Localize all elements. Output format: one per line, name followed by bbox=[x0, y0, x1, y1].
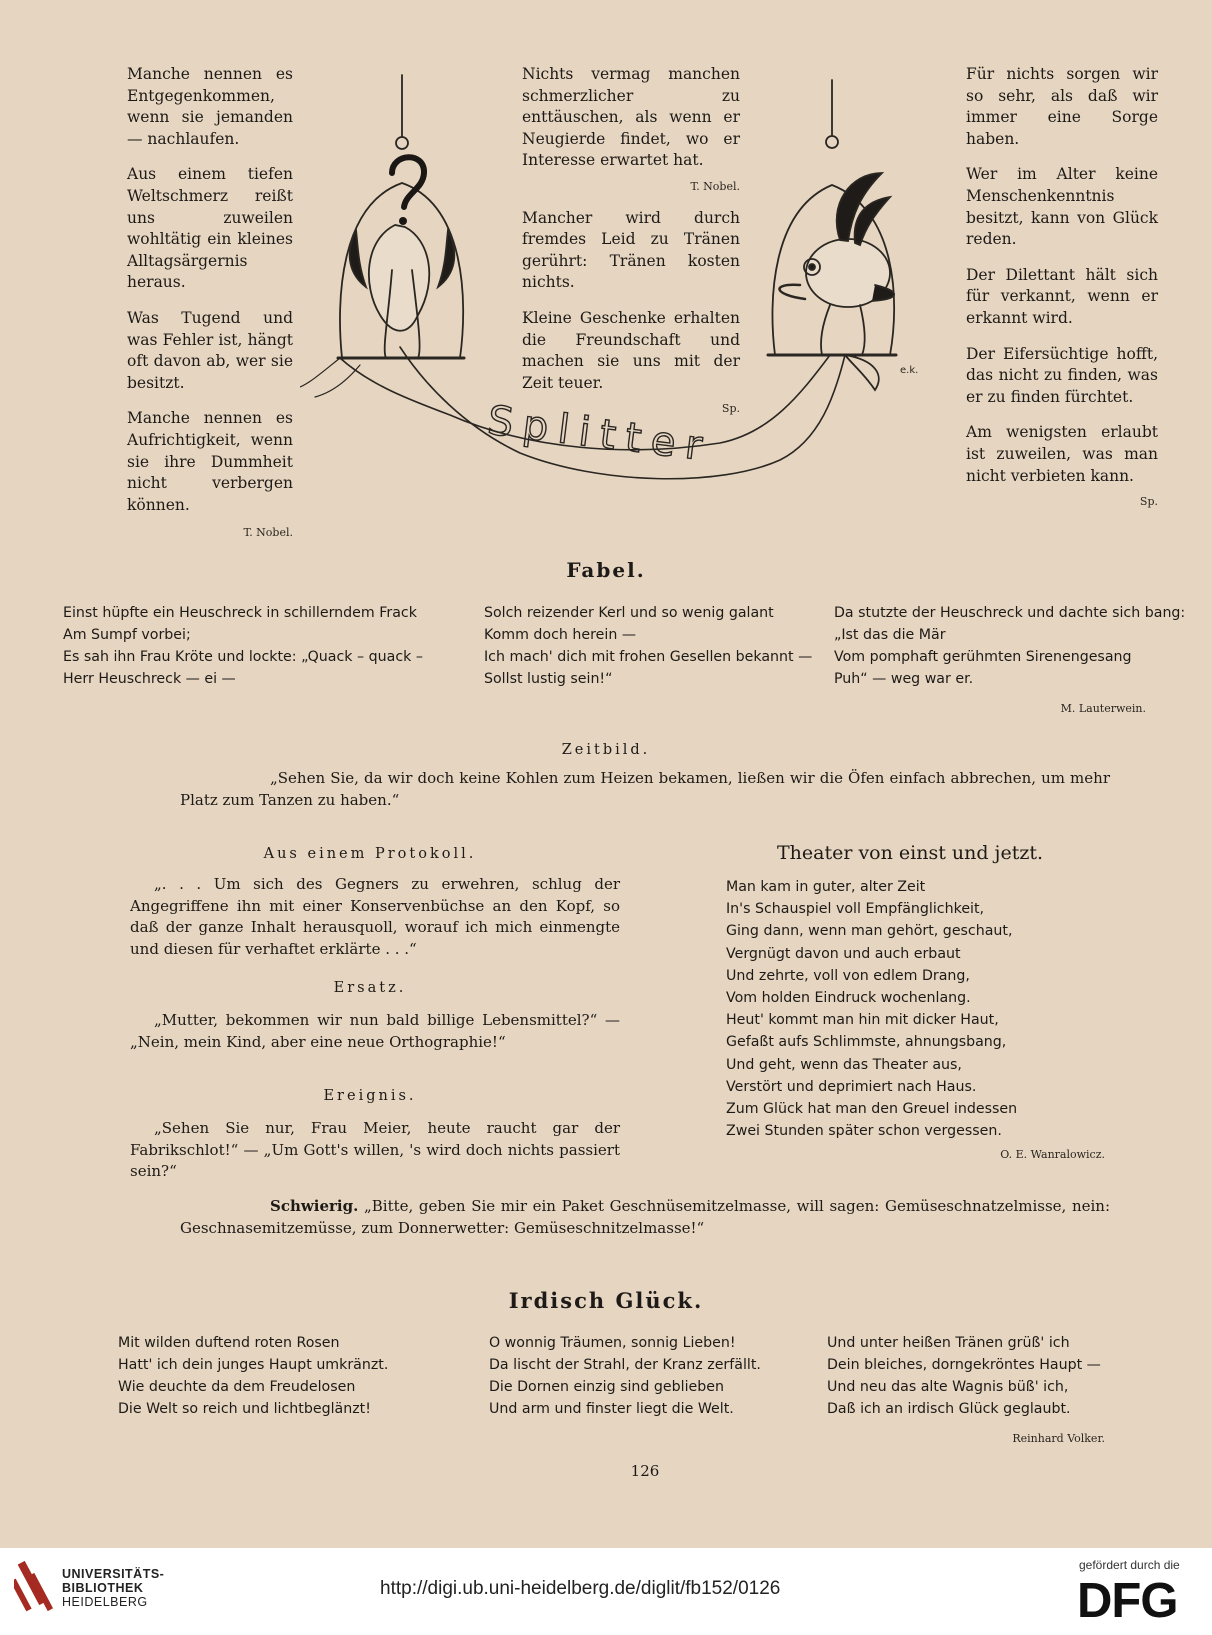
verse-line: In's Schauspiel voll Empfänglichkeit, bbox=[726, 901, 985, 918]
verse-line: Die Welt so reich und lichtbeglänzt! bbox=[118, 1401, 371, 1417]
fabel-col-1 bbox=[63, 602, 463, 690]
splitter-col-3 bbox=[966, 64, 1158, 513]
verse-line: Und geht, wenn das Theater aus, bbox=[726, 1056, 962, 1073]
verse-line: Und unter heißen Tränen grüß' ich bbox=[827, 1335, 1070, 1351]
verse-line: Herr Heuschreck — ei — bbox=[63, 671, 236, 687]
verse-line: Man kam in guter, alter Zeit bbox=[726, 879, 926, 895]
signature: T. Nobel. bbox=[243, 526, 293, 540]
verse-line: Am Sumpf vorbei; bbox=[63, 627, 191, 643]
aphorism: Was Tugend und was Fehler ist, hängt oft davon ab, wer sie besitzt. bbox=[127, 308, 293, 392]
zeitbild-text: „Sehen Sie, da wir doch keine Kohlen zum Heizen bekamen, ließen wir die Öfen einfach abbrechen, um mehr Platz zum Tanzen zu haben.“ bbox=[180, 769, 1110, 809]
schwierig-text bbox=[180, 1196, 1110, 1239]
verse-line: Die Dornen einzig sind geblieben bbox=[489, 1379, 725, 1395]
irdisch-signature: Reinhard Volker. bbox=[1012, 1432, 1105, 1445]
verse-line: Zum Glück hat man den Greuel indessen bbox=[726, 1101, 1018, 1118]
cage-ring-icon bbox=[826, 136, 838, 148]
verse-line: Da stutzte der Heuschreck und dachte sich bang: bbox=[834, 605, 1186, 621]
protokoll-title: Aus einem Protokoll. bbox=[263, 846, 477, 862]
theater-title: Theater von einst und jetzt. bbox=[776, 842, 1044, 864]
irdisch-col-3 bbox=[827, 1332, 1137, 1420]
verse-line: Da lischt der Strahl, der Kranz zerfällt. bbox=[489, 1357, 761, 1373]
verse-line: Hatt' ich dein junges Haupt umkränzt. bbox=[118, 1357, 389, 1373]
aphorism: Am wenigsten erlaubt ist zuweilen, was man nicht verbieten kann. bbox=[966, 423, 1158, 485]
verse-line: „Ist das die Mär bbox=[834, 627, 946, 643]
verse-line: Sollst lustig sein!“ bbox=[484, 671, 613, 687]
verse-line: Puh“ — weg war er. bbox=[834, 671, 974, 687]
cage-ring-icon bbox=[396, 137, 408, 149]
verse-line: Vergnügt davon und auch erbaut bbox=[726, 945, 961, 962]
verse-line: Und arm und finster liegt die Welt. bbox=[489, 1401, 734, 1417]
signature: T. Nobel. bbox=[690, 179, 740, 193]
ersatz-title: Ersatz. bbox=[333, 980, 407, 996]
verse-line: Komm doch herein — bbox=[484, 627, 637, 643]
verse-line: Einst hüpfte ein Heuschreck in schillerndem Frack bbox=[63, 605, 417, 621]
verse-line: Solch reizender Kerl und so wenig galant bbox=[484, 605, 774, 621]
aphorism: Manche nennen es Aufrichtigkeit, wenn sie ihre Dummheit nicht verbergen können. bbox=[127, 409, 293, 514]
splitter-col-1 bbox=[127, 64, 293, 544]
aphorism: Nichts vermag manchen schmerzlicher zu enttäuschen, als wenn er Neugierde findet, wo er Interesse erwartet hat. bbox=[522, 65, 740, 170]
theater-poem bbox=[726, 876, 1126, 1142]
footer-bar bbox=[0, 1548, 1212, 1635]
aphorism: Der Dilettant hält sich für verkannt, wenn er erkannt wird. bbox=[966, 265, 1158, 327]
verse-line: Und neu das alte Wagnis büß' ich, bbox=[827, 1379, 1069, 1395]
verse-line: Zwei Stunden später schon vergessen. bbox=[726, 1123, 1002, 1140]
verse-line: Und zehrte, voll von edlem Drang, bbox=[726, 967, 970, 984]
fabel-signature: M. Lauterwein. bbox=[1060, 702, 1146, 715]
page-number: 126 bbox=[630, 1462, 660, 1480]
aphorism: Manche nennen es Entgegenkommen, wenn sie jemanden — nachlaufen. bbox=[127, 65, 293, 148]
verse-line: Wie deuchte da dem Freudelosen bbox=[118, 1379, 356, 1395]
verse-line: Gefaßt aufs Schlimmste, ahnungsbang, bbox=[726, 1034, 1007, 1051]
fabel-col-2 bbox=[484, 602, 824, 690]
verse-line: Heut' kommt man hin mit dicker Haut, bbox=[726, 1012, 999, 1029]
zeitbild-title: Zeitbild. bbox=[561, 742, 651, 758]
banner-text: Splitter bbox=[485, 397, 715, 471]
irdisch-col-2 bbox=[489, 1332, 819, 1420]
fabel-col-3 bbox=[834, 602, 1186, 690]
signature: Sp. bbox=[721, 402, 740, 416]
library-name: UNIVERSITÄTS- BIBLIOTHEK HEIDELBERG bbox=[62, 1567, 165, 1609]
aphorism: Für nichts sorgen wir so sehr, als daß wir immer eine Sorge haben. bbox=[966, 65, 1158, 148]
verse-line: Es sah ihn Frau Kröte und lockte: „Quack – quack – bbox=[63, 649, 423, 665]
splitter-illustration bbox=[300, 55, 960, 500]
verse-line: O wonnig Träumen, sonnig Lieben! bbox=[489, 1335, 736, 1351]
theater-signature: O. E. Wanralowicz. bbox=[1000, 1148, 1105, 1161]
verse-line: Daß ich an irdisch Glück geglaubt. bbox=[827, 1401, 1071, 1417]
schwierig-label: Schwierig. bbox=[270, 1197, 359, 1215]
schwierig-body: „Bitte, geben Sie mir ein Paket Geschnüsemitzelmasse, will sagen: Gemüseschnatzelmisse, nein: Geschnasemitzemüsse, zum Donnerwetter: Gemüseschnitzelmasse!“ bbox=[180, 1197, 1110, 1237]
protokoll-text: „. . . Um sich des Gegners zu erwehren, schlug der Angegriffene ihn mit einer Konservenbüchse an den Kopf, so daß der ganze Inhalt herausquoll, worauf ich mich einmengte und diesen für verhaftet erklärte . . .“ bbox=[130, 875, 620, 958]
verse-line: Ging dann, wenn man gehört, geschaut, bbox=[726, 923, 1013, 940]
aphorism: Wer im Alter keine Menschenkenntnis besitzt, kann von Glück reden. bbox=[966, 165, 1158, 249]
question-dot-icon bbox=[399, 217, 407, 225]
ersatz-text: „Mutter, bekommen wir nun bald billige Lebensmittel?“ — „Nein, mein Kind, aber eine neue Orthographie!“ bbox=[130, 1011, 620, 1051]
fabel-title: Fabel. bbox=[566, 558, 646, 582]
aphorism: Mancher wird durch fremdes Leid zu Tränen gerührt: Tränen kosten nichts. bbox=[522, 208, 740, 292]
verse-line: Ich mach' dich mit frohen Gesellen bekannt — bbox=[484, 649, 813, 665]
verse-line: Vom pomphaft gerühmten Sirenengesang bbox=[834, 649, 1132, 665]
irdisch-title: Irdisch Glück. bbox=[508, 1288, 704, 1313]
verse-line: Mit wilden duftend roten Rosen bbox=[118, 1335, 340, 1351]
ereignis-text: „Sehen Sie nur, Frau Meier, heute raucht gar der Fabrikschlot!“ — „Um Gott's willen, 's wird doch nichts passiert sein?“ bbox=[130, 1119, 620, 1180]
permalink-url[interactable]: http://digi.ub.uni-heidelberg.de/diglit/fb152/0126 bbox=[380, 1578, 781, 1599]
artist-signature: e.k. bbox=[900, 365, 919, 376]
irdisch-col-1 bbox=[118, 1332, 468, 1420]
funding-label: gefördert durch die bbox=[1079, 1558, 1180, 1572]
verse-line: Vom holden Eindruck wochenlang. bbox=[726, 990, 971, 1007]
aphorism: Aus einem tiefen Weltschmerz reißt uns zuweilen wohltätig ein kleines Alltagsärgernis heraus. bbox=[127, 165, 293, 292]
aphorism: Der Eifersüchtige hofft, das nicht zu finden, was er zu finden fürchtet. bbox=[966, 344, 1158, 406]
ereignis-title: Ereignis. bbox=[323, 1088, 417, 1104]
aphorism: Kleine Geschenke erhalten die Freundschaft und machen sie uns mit der Zeit teuer. bbox=[522, 308, 740, 392]
signature: Sp. bbox=[1139, 495, 1158, 509]
verse-line: Dein bleiches, dorngekröntes Haupt — bbox=[827, 1357, 1101, 1373]
dfg-logo: DFG bbox=[1077, 1574, 1178, 1628]
verse-line: Verstört und deprimiert nach Haus. bbox=[726, 1078, 977, 1095]
library-logo-icon bbox=[14, 1558, 54, 1618]
